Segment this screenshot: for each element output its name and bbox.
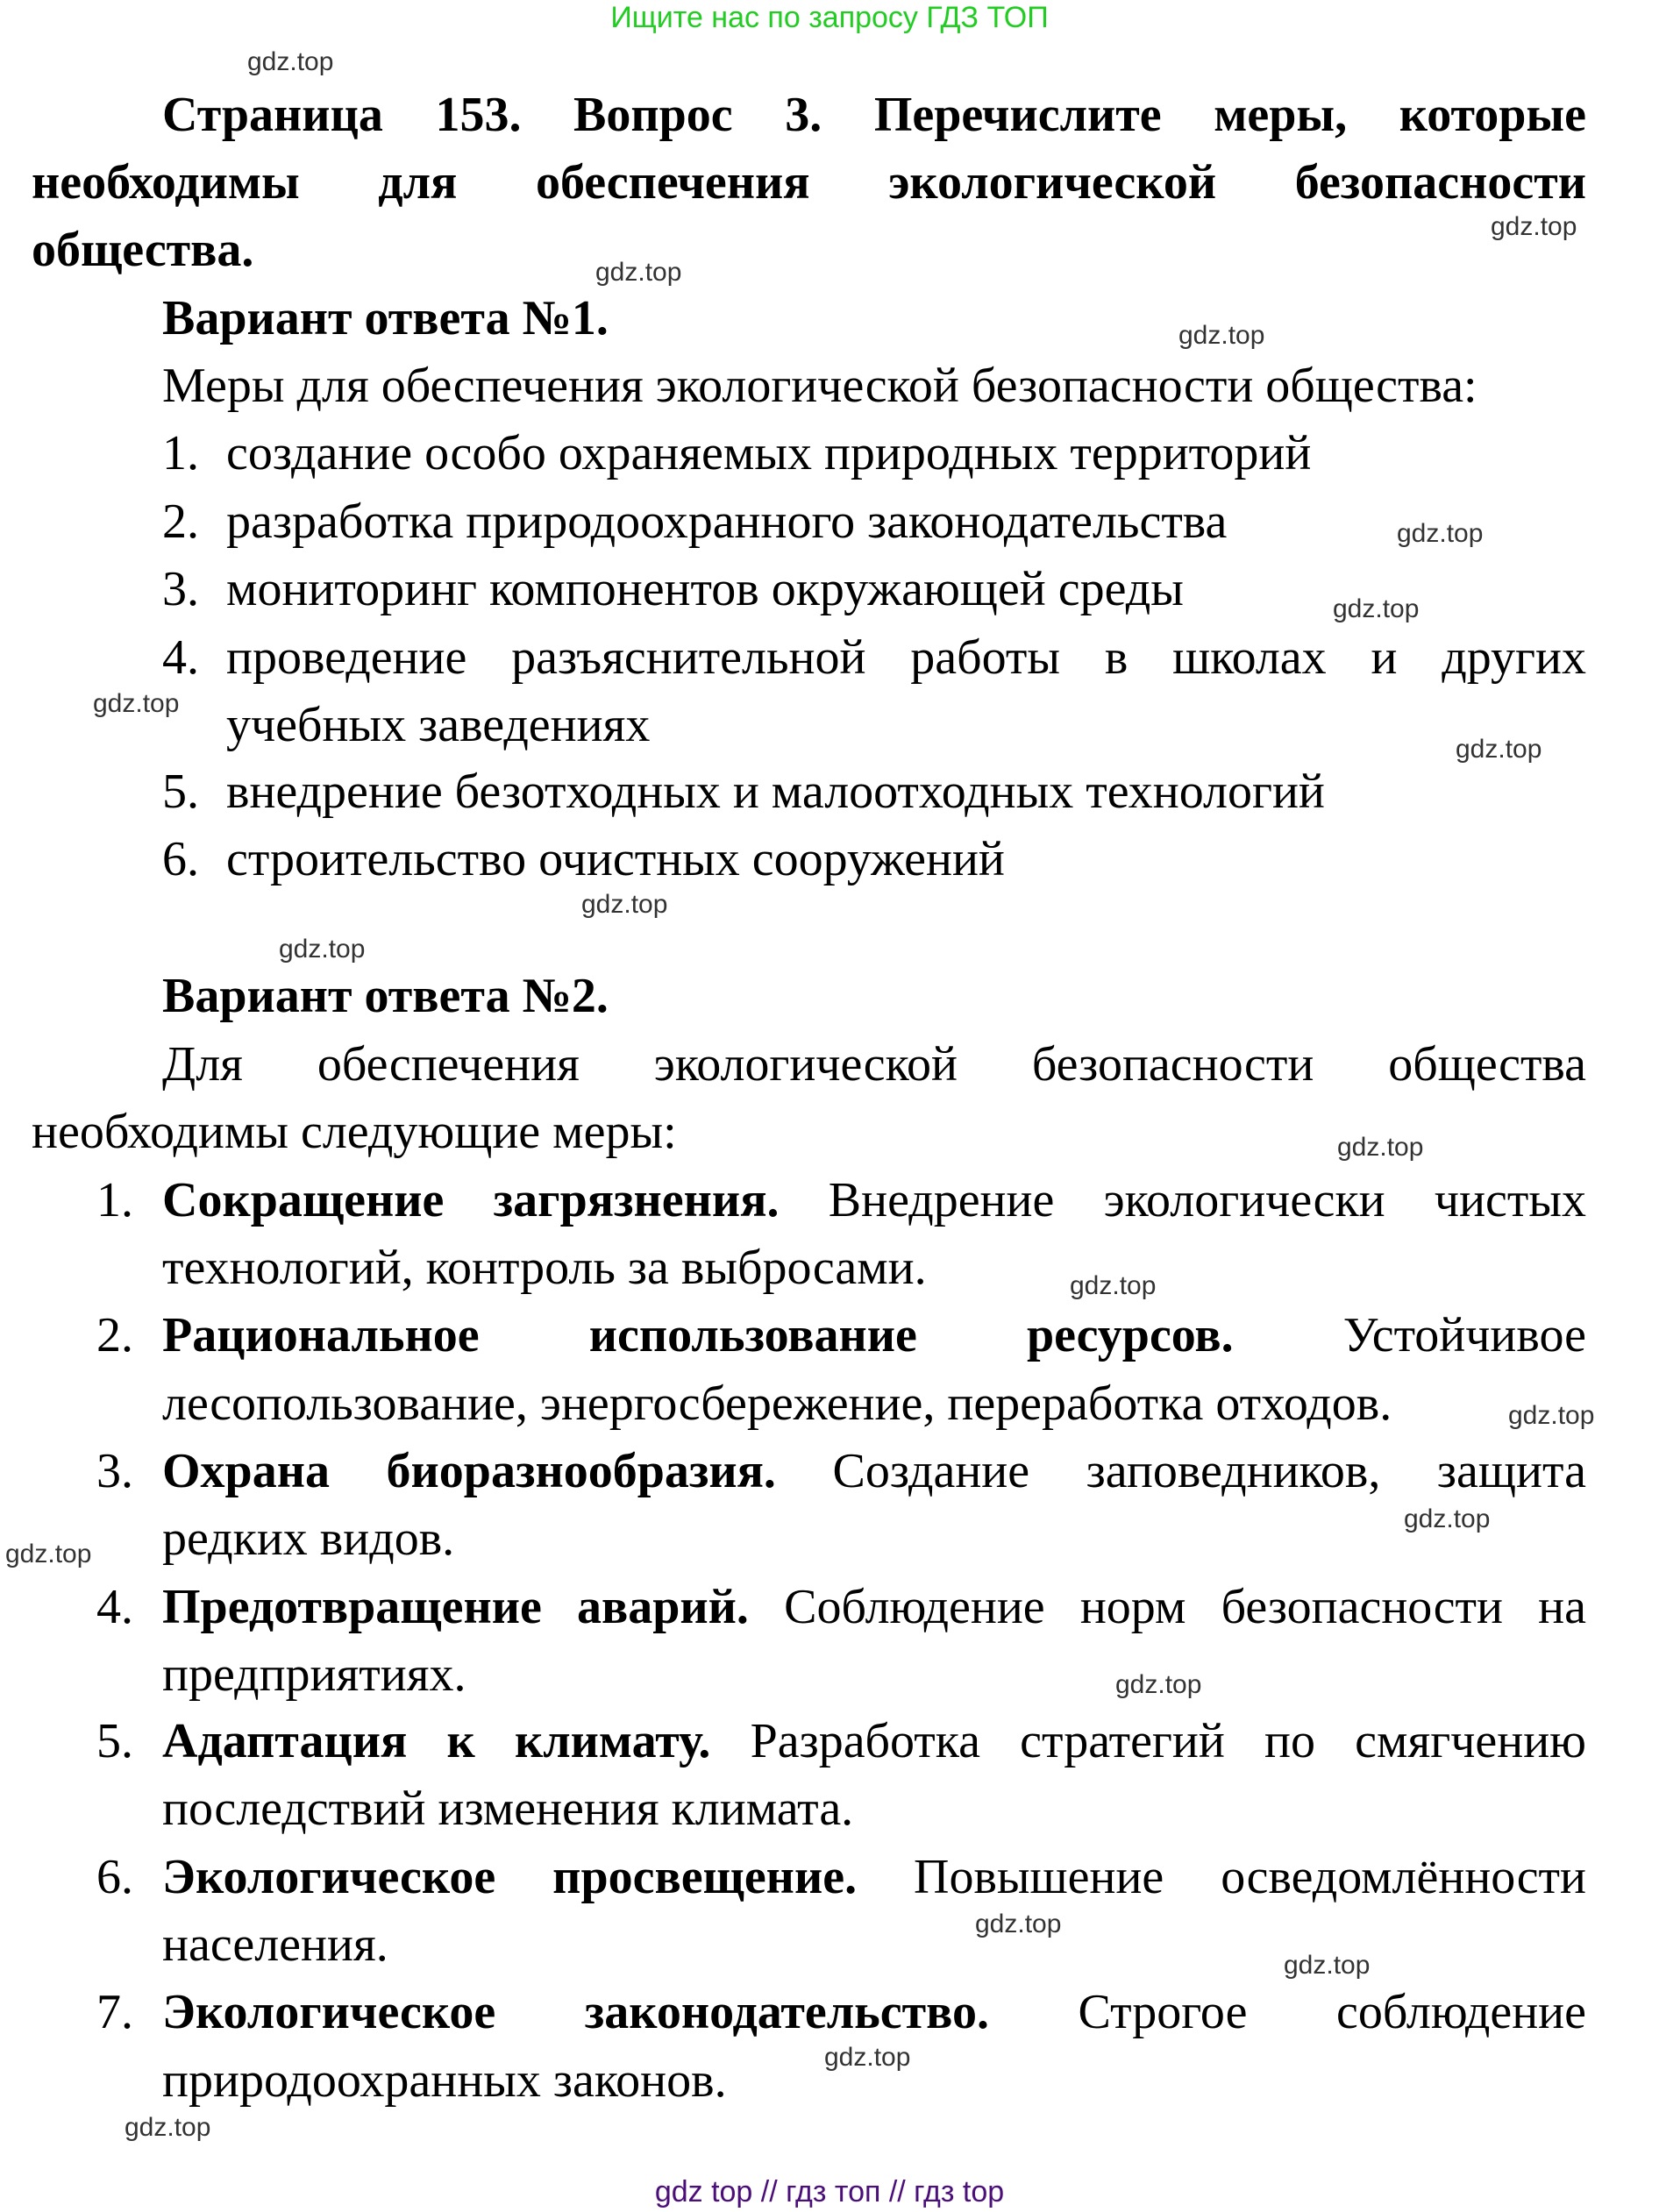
watermark-text: gdz.top [125, 2113, 211, 2142]
list-item-number: 4. [96, 1580, 133, 1634]
watermark-text: gdz.top [581, 890, 668, 919]
list-item-description: Повышение осведомлённости [857, 1850, 1586, 1904]
list-item-number: 2. [162, 494, 199, 549]
list-item-text-continued: лесопользование, энергосбережение, переработка отходов. [162, 1376, 1392, 1431]
list-item-text: проведение разъяснительной работы в школах и других [226, 630, 1586, 685]
list-item-text: строительство очистных сооружений [226, 832, 1005, 886]
list-item-number: 5. [96, 1714, 133, 1768]
question-title-line-2: необходимы для обеспечения экологической безопасности [32, 155, 1586, 210]
list-item-text-continued: технологий, контроль за выбросами. [162, 1241, 927, 1295]
watermark-text: gdz.top [1456, 735, 1542, 764]
variant-1-intro: Меры для обеспечения экологической безопасности общества: [162, 359, 1477, 413]
watermark-text: gdz.top [93, 689, 180, 718]
list-item-number: 2. [96, 1308, 133, 1362]
list-item-description: Строгое соблюдение [988, 1985, 1586, 2039]
list-item-number: 1. [162, 426, 199, 480]
list-item-first-line [162, 1301, 1586, 1369]
list-item-description: Создание заповедников, защита [775, 1444, 1586, 1498]
list-item-bold-term: Экологическое законодательство. [162, 1985, 989, 2039]
question-title-line-3: общества. [32, 223, 254, 277]
list-item-text-continued: предприятиях. [162, 1647, 466, 1702]
watermark-text: gdz.top [1333, 594, 1420, 623]
list-item-text: мониторинг компонентов окружающей среды [226, 562, 1184, 616]
watermark-text: gdz.top [824, 2043, 911, 2072]
list-item-text-continued: природоохранных законов. [162, 2053, 727, 2108]
footer-links: gdz top // гдз топ // гдз top [654, 2175, 1005, 2208]
list-item-text: создание особо охраняемых природных территорий [226, 426, 1312, 480]
list-item-text-continued: населения. [162, 1917, 388, 1972]
list-item-first-line [162, 1166, 1586, 1234]
list-item-text: разработка природоохранного законодательства [226, 494, 1228, 549]
list-item-description: Устойчивое [1233, 1308, 1586, 1362]
list-item-text-continued: учебных заведениях [226, 698, 651, 752]
list-item-number: 4. [162, 630, 199, 685]
watermark-text: gdz.top [1337, 1133, 1424, 1162]
watermark-text: gdz.top [1284, 1951, 1371, 1980]
list-item-bold-term: Предотвращение аварий. [162, 1580, 749, 1634]
list-item-number: 7. [96, 1985, 133, 2039]
list-item-number: 3. [162, 562, 199, 616]
variant-2-intro-line-1: Для обеспечения экологической безопасности общества [162, 1037, 1586, 1092]
search-banner: Ищите нас по запросу ГДЗ ТОП [610, 1, 1049, 34]
list-item-number: 6. [96, 1850, 133, 1904]
list-item-text: внедрение безотходных и малоотходных технологий [226, 765, 1325, 819]
watermark-text: gdz.top [1115, 1670, 1202, 1699]
list-item-description: Соблюдение норм безопасности на [748, 1580, 1586, 1634]
list-item-number: 5. [162, 765, 199, 819]
list-item-text-continued: последствий изменения климата. [162, 1782, 854, 1836]
list-item-first-line [162, 1573, 1586, 1641]
watermark-text: gdz.top [1491, 212, 1577, 241]
variant-1-heading: Вариант ответа №1. [162, 291, 609, 345]
watermark-text: gdz.top [1508, 1401, 1595, 1430]
list-item-first-line [162, 1843, 1586, 1911]
watermark-text: gdz.top [595, 258, 682, 287]
watermark-text: gdz.top [1178, 321, 1265, 350]
list-item-first-line [162, 1437, 1586, 1505]
variant-2-intro-line-2: необходимы следующие меры: [32, 1105, 677, 1159]
list-item-bold-term: Охрана биоразнообразия. [162, 1444, 776, 1498]
list-item-number: 6. [162, 832, 199, 886]
list-item-bold-term: Сокращение загрязнения. [162, 1173, 780, 1227]
list-item-text-continued: редких видов. [162, 1511, 455, 1566]
variant-2-heading: Вариант ответа №2. [162, 969, 609, 1023]
list-item-bold-term: Экологическое просвещение. [162, 1850, 858, 1904]
watermark-text: gdz.top [1404, 1504, 1491, 1533]
watermark-text: gdz.top [247, 47, 334, 76]
watermark-text: gdz.top [5, 1540, 92, 1568]
list-item-bold-term: Рациональное использование ресурсов. [162, 1308, 1234, 1362]
watermark-text: gdz.top [279, 935, 366, 964]
list-item-description: Внедрение экологически чистых [779, 1173, 1586, 1227]
list-item-first-line [162, 1978, 1586, 2046]
watermark-text: gdz.top [1070, 1271, 1157, 1300]
list-item-number: 1. [96, 1173, 133, 1227]
list-item-number: 3. [96, 1444, 133, 1498]
watermark-text: gdz.top [1397, 519, 1484, 548]
watermark-text: gdz.top [975, 1910, 1062, 1938]
list-item-description: Разработка стратегий по смягчению [710, 1714, 1586, 1768]
question-title-line-1: Страница 153. Вопрос 3. Перечислите меры, которые [162, 88, 1586, 142]
list-item-first-line [162, 1707, 1586, 1775]
list-item-bold-term: Адаптация к климату. [162, 1714, 711, 1768]
